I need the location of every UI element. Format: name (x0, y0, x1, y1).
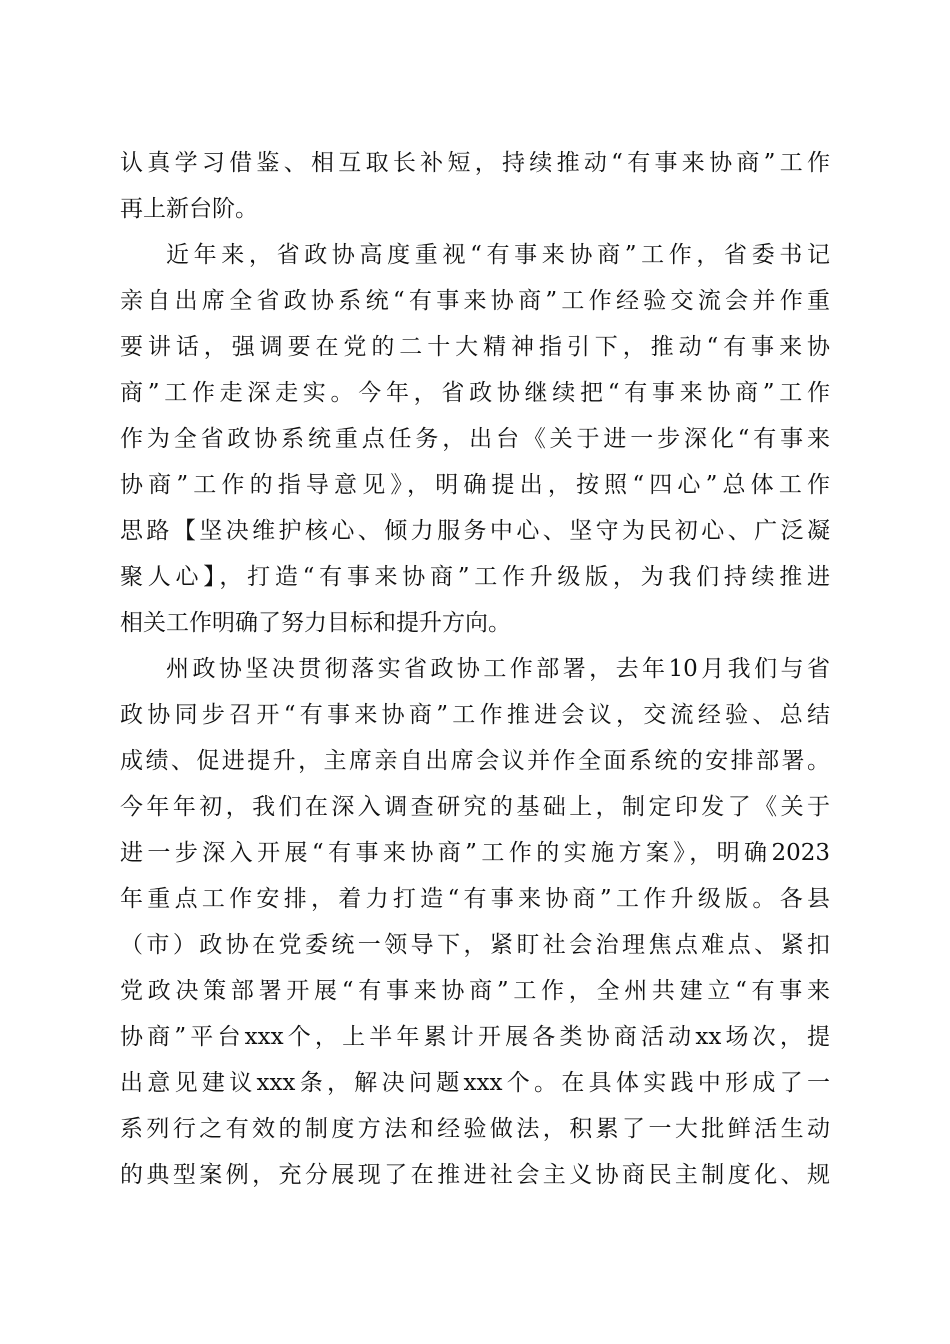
text-line: 要讲话，强调要在党的二十大精神指引下，推动“有事来协 (120, 334, 830, 360)
text-line: 再上新台阶。 (120, 196, 258, 222)
text-line: 党政决策部署开展“有事来协商”工作，全州共建立“有事来 (120, 978, 830, 1004)
text-line: 认真学习借鉴、相互取长补短，持续推动“有事来协商”工作 (120, 150, 830, 176)
paragraph-first-line: 州政协坚决贯彻落实省政协工作部署，去年10月我们与省 (166, 656, 830, 682)
text-line: 相关工作明确了努力目标和提升方向。 (120, 610, 511, 636)
text-line: 的典型案例，充分展现了在推进社会主义协商民主制度化、规 (120, 1162, 830, 1188)
text-line: 思路【坚决维护核心、倾力服务中心、坚守为民初心、广泛凝 (120, 518, 830, 544)
text-line: 协商”平台xxx个，上半年累计开展各类协商活动xx场次，提 (120, 1024, 830, 1050)
text-line: 成绩、促进提升，主席亲自出席会议并作全面系统的安排部署。 (120, 748, 830, 774)
text-line: 商”工作走深走实。今年，省政协继续把“有事来协商”工作 (120, 380, 830, 406)
text-line: 出意见建议xxx条，解决问题xxx个。在具体实践中形成了一 (120, 1070, 830, 1096)
text-line: 亲自出席全省政协系统“有事来协商”工作经验交流会并作重 (120, 288, 830, 314)
body-text (120, 140, 830, 1198)
text-line: 聚人心】，打造“有事来协商”工作升级版，为我们持续推进 (120, 564, 830, 590)
text-line: 系列行之有效的制度方法和经验做法，积累了一大批鲜活生动 (120, 1116, 830, 1142)
text-line: 年重点工作安排，着力打造“有事来协商”工作升级版。各县 (120, 886, 830, 912)
text-line: 今年年初，我们在深入调查研究的基础上，制定印发了《关于 (120, 794, 830, 820)
text-line: 进一步深入开展“有事来协商”工作的实施方案》，明确2023 (120, 840, 830, 866)
text-line: 作为全省政协系统重点任务，出台《关于进一步深化“有事来 (120, 426, 830, 452)
text-line: （市）政协在党委统一领导下，紧盯社会治理焦点难点、紧扣 (120, 932, 830, 958)
text-line: 政协同步召开“有事来协商”工作推进会议，交流经验、总结 (120, 702, 830, 728)
paragraph-first-line: 近年来，省政协高度重视“有事来协商”工作，省委书记 (166, 242, 830, 268)
text-line: 协商”工作的指导意见》，明确提出，按照“四心”总体工作 (120, 472, 830, 498)
